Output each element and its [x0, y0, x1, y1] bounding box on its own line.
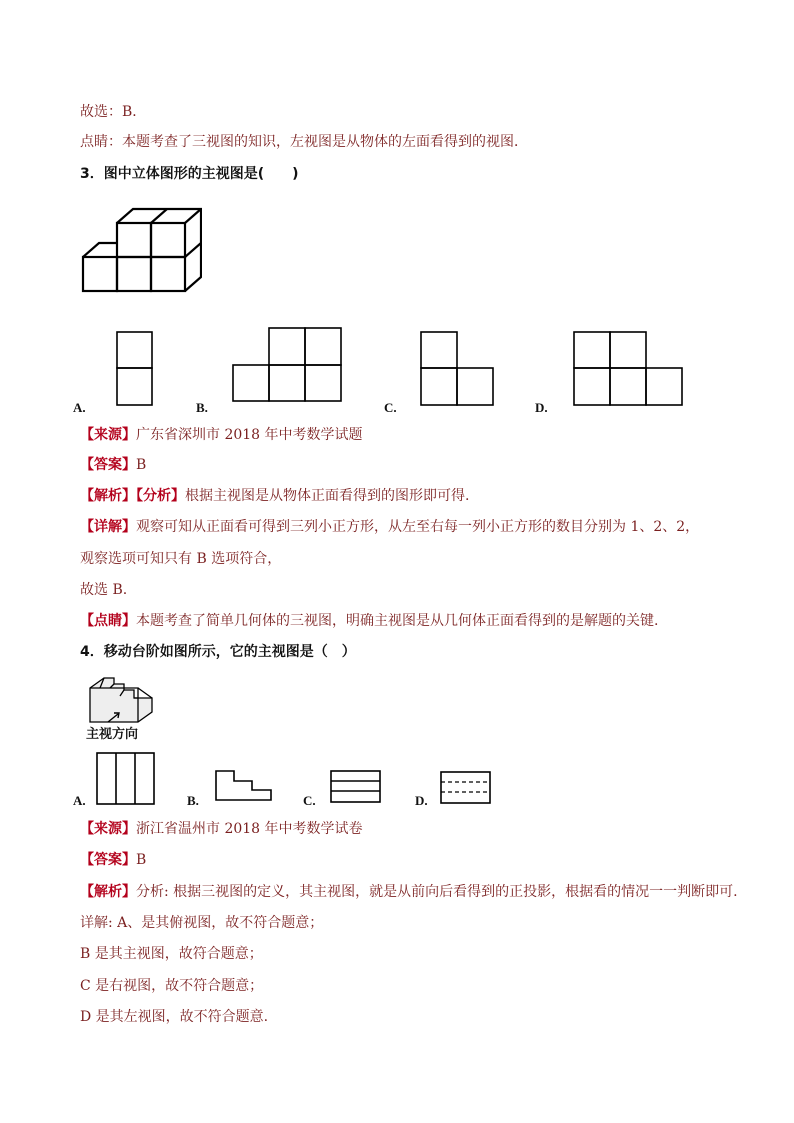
- q4-option-a-figure: [96, 752, 156, 806]
- q4-detail-2: B 是其主视图，故符合题意；: [80, 946, 263, 962]
- q4-detail-4: D 是其左视图，故不符合题意.: [80, 1009, 269, 1025]
- q3-option-c-figure: [420, 330, 496, 408]
- q3-source: 【来源】广东省深圳市 2018 年中考数学试题: [80, 427, 363, 443]
- q4-analysis: 【解析】分析: 根据三视图的定义，其主视图，就是从前向后看得到的正投影，根据看的情况一一判断即可.: [80, 884, 738, 900]
- q3-option-b-figure: [232, 326, 344, 404]
- q4-option-b-figure: [215, 770, 273, 802]
- q4-view-direction-label: 主视方向: [86, 727, 139, 742]
- q3-option-d-label: D.: [535, 400, 548, 415]
- q4-answer: 【答案】B: [80, 852, 147, 868]
- prev-choice: 故选：B．: [80, 104, 147, 120]
- q3-option-c-label: C.: [384, 400, 397, 415]
- q3-detail-1: 【详解】观察可知从正面看可得到三列小正方形，从左至右每一列小正方形的数目分别为 1、2、2，: [80, 519, 700, 535]
- q4-option-c-label: C.: [303, 793, 316, 808]
- q3-title: 3．图中立体图形的主视图是( ): [80, 166, 299, 182]
- q3-detail-2: 观察选项可知只有 B 选项符合，: [80, 551, 282, 567]
- q3-point: 【点睛】本题考查了简单几何体的三视图，明确主视图是从几何体正面看得到的是解题的关键.: [80, 613, 659, 629]
- q3-option-b-label: B.: [196, 400, 208, 415]
- q4-option-d-figure: [440, 768, 492, 806]
- q4-option-c-figure: [330, 770, 382, 804]
- prev-comment: 点睛：本题考查了三视图的知识，左视图是从物体的左面看得到的视图．: [80, 134, 528, 150]
- q3-option-d-figure: [573, 330, 685, 408]
- q4-stairs-figure: [86, 672, 156, 724]
- q4-detail-3: C 是右视图，故不符合题意；: [80, 978, 264, 994]
- q3-detail-3: 故选 B.: [80, 582, 128, 598]
- q3-option-a-figure: [116, 330, 154, 408]
- q4-option-a-label: A.: [73, 793, 86, 808]
- q3-analysis: 【解析】【分析】根据主视图是从物体正面看得到的图形即可得.: [80, 488, 470, 504]
- q4-option-d-label: D.: [415, 793, 428, 808]
- q4-source: 【来源】浙江省温州市 2018 年中考数学试卷: [80, 821, 363, 837]
- q3-answer: 【答案】B: [80, 457, 147, 473]
- q4-option-b-label: B.: [187, 793, 199, 808]
- q4-detail-1: 详解: A、是其俯视图，故不符合题意；: [80, 915, 324, 931]
- q3-solid-figure: [80, 205, 202, 297]
- q3-option-a-label: A.: [73, 400, 86, 415]
- q4-title: 4．移动台阶如图所示，它的主视图是（ ）: [80, 644, 356, 660]
